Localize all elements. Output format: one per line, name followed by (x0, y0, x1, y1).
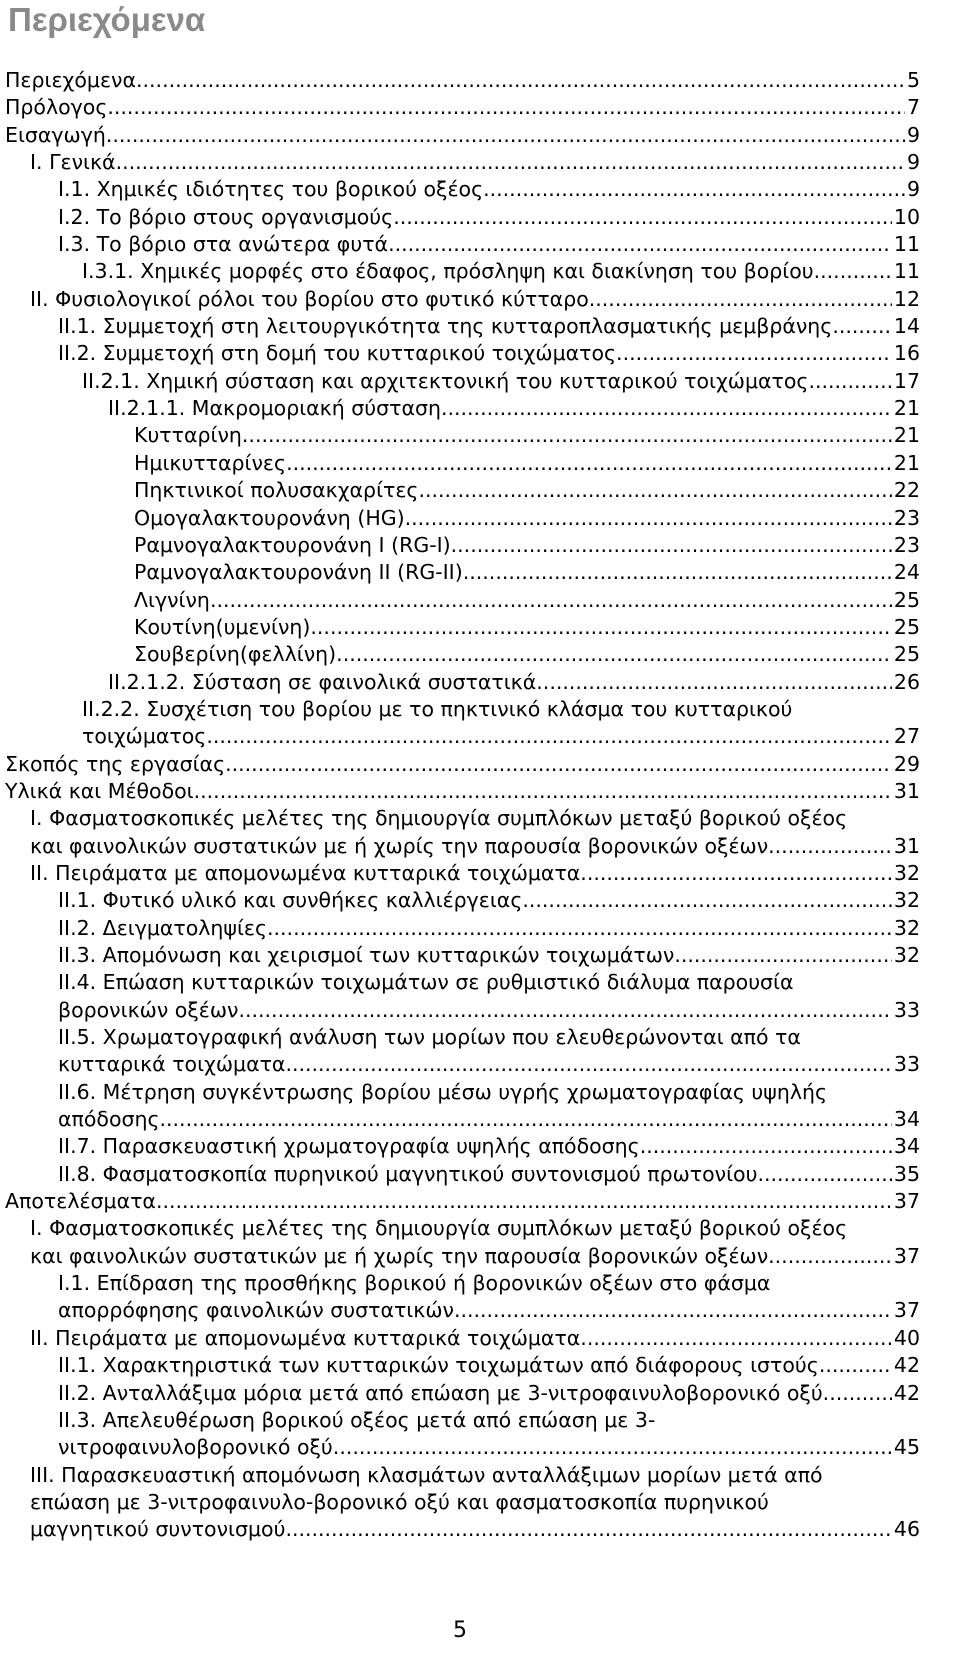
toc-entry-page: 29 (893, 751, 920, 776)
dot-leader (336, 641, 892, 668)
dot-leader (136, 67, 905, 94)
toc-entry-page: 21 (893, 423, 920, 448)
dot-leader (333, 1434, 892, 1461)
toc-entry-text-line: I. Φασματοσκοπικές μελέτες της δημιουργία συμπλόκων μεταξύ βορικού οξέος (30, 806, 848, 831)
toc-entry-title: κυτταρικά τοιχώματα (58, 1052, 286, 1077)
dot-leader (536, 669, 892, 696)
toc-entry-title: απόδοσης (58, 1107, 160, 1132)
dot-leader (768, 1243, 892, 1270)
toc-entry-page: 27 (893, 724, 920, 749)
toc-entry-page: 25 (893, 587, 920, 612)
toc-entry[interactable] (0, 751, 920, 778)
toc-entry[interactable] (0, 258, 920, 285)
toc-entry[interactable] (0, 1380, 920, 1407)
toc-entry-title: Ραμνογαλακτουρονάνη I (RG-I) (134, 532, 451, 557)
table-of-contents (0, 67, 920, 1544)
dot-leader (580, 1325, 892, 1352)
dot-leader (819, 1352, 892, 1379)
dot-leader (441, 395, 892, 422)
dot-leader (225, 751, 892, 778)
dot-leader (206, 723, 892, 750)
toc-entry-title: II. Φυσιολογικοί ρόλοι του βορίου στο φυτικό κύτταρο (30, 286, 589, 311)
toc-entry-page: 45 (893, 1435, 920, 1460)
toc-entry-title: Υλικά και Μέθοδοι (5, 778, 194, 803)
dot-leader (388, 231, 892, 258)
toc-entry[interactable] (0, 1188, 920, 1215)
toc-entry-page: 9 (906, 150, 920, 175)
toc-entry-title: I.3.1. Χημικές μορφές στο έδαφος, πρόσληψη και διακίνηση του βορίου (82, 259, 814, 284)
toc-entry[interactable] (0, 395, 920, 422)
toc-entry[interactable] (0, 641, 920, 668)
toc-entry-page: 33 (893, 997, 920, 1022)
dot-leader (106, 122, 905, 149)
toc-entry[interactable] (0, 587, 920, 614)
toc-entry-title: II.1. Χαρακτηριστικά των κυτταρικών τοιχωμάτων από διάφορους ιστούς (58, 1353, 819, 1378)
toc-entry[interactable] (0, 614, 920, 641)
toc-entry-title: μαγνητικού συντονισμού (30, 1517, 286, 1542)
toc-entry-title: Ομογαλακτουρονάνη (HG) (134, 505, 405, 530)
toc-entry-page: 32 (893, 915, 920, 940)
toc-entry-title: Περιεχόμενα (5, 68, 136, 92)
toc-entry-title: II.2.1.2. Σύσταση σε φαινολικά συστατικά (108, 669, 537, 694)
toc-entry[interactable] (0, 805, 920, 860)
toc-entry-title: Κουτίνη(υμενίνη) (134, 614, 311, 639)
dot-leader (463, 559, 892, 586)
toc-entry[interactable] (0, 1270, 920, 1325)
dot-leader (285, 1516, 891, 1543)
toc-entry[interactable] (0, 532, 920, 559)
toc-entry-page: 26 (893, 669, 920, 694)
toc-entry[interactable] (0, 669, 920, 696)
dot-leader (156, 1188, 892, 1215)
dot-leader (107, 94, 905, 121)
toc-entry[interactable] (0, 122, 920, 149)
dot-leader (589, 286, 892, 313)
toc-entry-page: 32 (893, 888, 920, 913)
toc-entry-title: II.2.1. Χημική σύσταση και αρχιτεκτονική του κυτταρικού τοιχώματος (82, 368, 809, 393)
toc-entry[interactable] (0, 1407, 920, 1462)
dot-leader (768, 833, 892, 860)
toc-entry-title: II.8. Φασματοσκοπία πυρηνικού μαγνητικού συντονισμού πρωτονίου (58, 1161, 758, 1186)
toc-entry-title: I.2. Το βόριο στους οργανισμούς (58, 204, 394, 229)
toc-entry[interactable] (0, 1462, 920, 1544)
page-number: 5 (453, 1618, 467, 1643)
toc-entry-title: Ημικυτταρίνες (134, 450, 287, 475)
toc-entry-title: Αποτελέσματα (5, 1189, 156, 1214)
toc-entry-title: I.1. Χημικές ιδιότητες του βορικού οξέος (58, 177, 484, 202)
toc-entry-page: 40 (893, 1325, 920, 1350)
toc-entry-title: τοιχώματος (82, 724, 207, 749)
toc-entry-page: 12 (893, 286, 920, 311)
toc-entry-title: II.2. Ανταλλάξιμα μόρια μετά από επώαση με 3-νιτροφαινυλοβορονικό οξύ. (58, 1380, 830, 1405)
toc-entry-title: II.2.1.1. Μακρομοριακή σύσταση (108, 396, 441, 421)
toc-entry-title: Σκοπός της εργασίας (5, 751, 226, 776)
toc-entry-title: II.3. Απομόνωση και χειρισμοί των κυτταρικών τοιχωμάτων (58, 943, 675, 967)
toc-entry[interactable] (0, 67, 920, 94)
toc-entry[interactable] (0, 368, 920, 395)
toc-entry-page: 11 (893, 259, 920, 284)
toc-entry-title: II. Πειράματα με απομονωμένα κυτταρικά τοιχώματα (30, 860, 581, 885)
toc-entry-title: Ραμνογαλακτουρονάνη II (RG-II) (134, 560, 463, 585)
toc-entry-page: 24 (893, 560, 920, 585)
toc-entry-page: 37 (893, 1243, 920, 1268)
toc-entry-title: Κυτταρίνη (134, 423, 242, 448)
toc-entry[interactable] (0, 1024, 920, 1079)
toc-entry-page: 33 (893, 1052, 920, 1077)
toc-entry[interactable] (0, 942, 920, 969)
toc-entry-title: και φαινολικών συστατικών με ή χωρίς την παρουσία βορονικών οξέων (30, 833, 769, 858)
toc-entry-title: Εισαγωγή (5, 122, 106, 147)
toc-entry-page: 46 (893, 1517, 920, 1542)
dot-leader (418, 477, 891, 504)
toc-entry-title: I.3. Το βόριο στα ανώτερα φυτά (58, 232, 389, 257)
toc-entry-page: 17 (893, 368, 920, 393)
dot-leader (242, 422, 892, 449)
toc-entry-page: 21 (893, 450, 920, 475)
toc-entry-text-line: II.5. Χρωματογραφική ανάλυση των μορίων που ελευθερώνονται από τα (58, 1025, 801, 1050)
toc-entry-title: νιτροφαινυλοβορονικό οξύ (58, 1435, 333, 1460)
toc-entry-page: 34 (893, 1134, 920, 1159)
toc-entry-page: 31 (893, 778, 920, 803)
page-title: Περιεχόμενα (8, 1, 206, 38)
toc-entry-title: Πρόλογος (5, 95, 108, 120)
toc-entry[interactable] (0, 477, 920, 504)
toc-entry-page: 22 (893, 478, 920, 503)
toc-entry[interactable] (0, 915, 920, 942)
toc-entry-text-line: III. Παρασκευαστική απομόνωση κλασμάτων ανταλλάξιμων μορίων μετά από (30, 1462, 823, 1487)
toc-entry-page: 10 (893, 204, 920, 229)
toc-entry-page: 7 (906, 95, 920, 120)
toc-entry-title: II.1. Φυτικό υλικό και συνθήκες καλλιέργειας (58, 888, 523, 913)
dot-leader (814, 258, 892, 285)
dot-leader (116, 149, 905, 176)
toc-entry[interactable] (0, 340, 920, 367)
toc-entry-page: 35 (893, 1161, 920, 1186)
toc-entry[interactable] (0, 422, 920, 449)
toc-entry-title: II. Πειράματα με απομονωμένα κυτταρικά τοιχώματα (30, 1325, 581, 1350)
dot-leader (267, 915, 892, 942)
dot-leader (616, 340, 892, 367)
toc-entry-page: 42 (893, 1353, 920, 1378)
toc-entry[interactable] (0, 696, 920, 751)
dot-leader (160, 1106, 892, 1133)
dot-leader (210, 587, 892, 614)
toc-entry-text-line: I. Φασματοσκοπικές μελέτες της δημιουργία συμπλόκων μεταξύ βορικού οξέος (30, 1216, 848, 1241)
toc-entry[interactable] (0, 94, 920, 121)
toc-entry-page: 32 (893, 860, 920, 885)
dot-leader (674, 942, 892, 969)
toc-entry-page: 23 (893, 505, 920, 530)
dot-leader (451, 532, 892, 559)
toc-entry[interactable] (0, 778, 920, 805)
dot-leader (238, 997, 891, 1024)
toc-entry-title: Πηκτινικοί πολυσακχαρίτες (134, 478, 419, 503)
toc-entry-title: βορονικών οξέων (58, 997, 239, 1022)
dot-leader (757, 1161, 891, 1188)
dot-leader (194, 778, 892, 805)
toc-entry[interactable] (0, 450, 920, 477)
toc-entry-page: 14 (893, 314, 920, 339)
toc-entry-page: 34 (893, 1107, 920, 1132)
toc-entry-page: 9 (906, 177, 920, 202)
dot-leader (483, 176, 905, 203)
toc-entry-page: 5 (906, 68, 920, 92)
toc-entry-text-line: επώαση με 3-νιτροφαινυλο-βορονικό οξύ και φασματοσκοπία πυρηνικού (30, 1489, 769, 1514)
dot-leader (285, 1051, 891, 1078)
toc-entry[interactable] (0, 505, 920, 532)
toc-entry-title: II.2. Συμμετοχή στη δομή του κυτταρικού τοιχώματος (58, 341, 617, 366)
dot-leader (829, 1380, 892, 1407)
dot-leader (640, 1133, 892, 1160)
toc-entry[interactable] (0, 887, 920, 914)
toc-entry-page: 25 (893, 614, 920, 639)
toc-entry[interactable] (0, 1215, 920, 1270)
toc-entry-page: 42 (893, 1380, 920, 1405)
dot-leader (522, 887, 892, 914)
toc-entry-title: απορρόφησης φαινολικών συστατικών (58, 1298, 454, 1323)
dot-leader (580, 860, 892, 887)
toc-entry-page: 16 (893, 341, 920, 366)
toc-entry-page: 32 (893, 943, 920, 967)
dot-leader (839, 313, 892, 340)
toc-entry-title: II.2. Δειγματοληψίες (58, 915, 267, 940)
toc-entry[interactable] (0, 969, 920, 1024)
toc-entry-page: 11 (893, 232, 920, 257)
toc-entry-title: I. Γενικά (30, 150, 116, 175)
toc-entry-page: 21 (893, 396, 920, 421)
toc-entry-title: II.7. Παρασκευαστική χρωματογραφία υψηλής απόδοσης (58, 1134, 640, 1159)
toc-entry-title: II.1. Συμμετοχή στη λειτουργικότητα της κυτταροπλασματικής μεμβράνης. (58, 314, 839, 339)
toc-entry[interactable] (0, 286, 920, 313)
toc-entry-page: 37 (893, 1298, 920, 1323)
toc-entry-page: 37 (893, 1189, 920, 1214)
toc-entry[interactable] (0, 860, 920, 887)
toc-entry[interactable] (0, 559, 920, 586)
toc-entry[interactable] (0, 313, 920, 340)
toc-entry-page: 9 (906, 122, 920, 147)
dot-leader (454, 1297, 892, 1324)
toc-entry-text-line: II.6. Μέτρηση συγκέντρωσης βορίου μέσω υγρής χρωματογραφίας υψηλής (58, 1079, 827, 1104)
dot-leader (310, 614, 892, 641)
toc-entry-text-line: I.1. Επίδραση της προσθήκης βορικού ή βορονικών οξέων στο φάσμα (58, 1271, 771, 1296)
toc-entry-page: 23 (893, 532, 920, 557)
toc-entry-text-line: II.2.2. Συσχέτιση του βορίου με το πηκτινικό κλάσμα του κυτταρικού (82, 696, 793, 721)
toc-entry-text-line: II.4. Επώαση κυτταρικών τοιχωμάτων σε ρυθμιστικό διάλυμα παρουσία (58, 970, 794, 995)
toc-entry-text-line: II.3. Απελευθέρωση βορικού οξέος μετά από επώαση με 3- (58, 1407, 656, 1432)
toc-entry-title: Λιγνίνη (134, 587, 210, 612)
toc-entry[interactable] (0, 149, 920, 176)
toc-entry[interactable] (0, 204, 920, 231)
dot-leader (286, 450, 892, 477)
toc-entry-page: 31 (893, 833, 920, 858)
dot-leader (808, 368, 891, 395)
toc-entry[interactable] (0, 1161, 920, 1188)
toc-entry[interactable] (0, 1352, 920, 1379)
toc-entry-title: Σουβερίνη(φελλίνη) (134, 642, 337, 667)
dot-leader (393, 204, 892, 231)
dot-leader (405, 505, 892, 532)
toc-entry[interactable] (0, 176, 920, 203)
toc-entry[interactable] (0, 1325, 920, 1352)
toc-entry[interactable] (0, 231, 920, 258)
toc-entry[interactable] (0, 1133, 920, 1160)
toc-entry-page: 25 (893, 642, 920, 667)
toc-entry-title: και φαινολικών συστατικών με ή χωρίς την παρουσία βορονικών οξέων (30, 1243, 769, 1268)
toc-entry[interactable] (0, 1079, 920, 1134)
